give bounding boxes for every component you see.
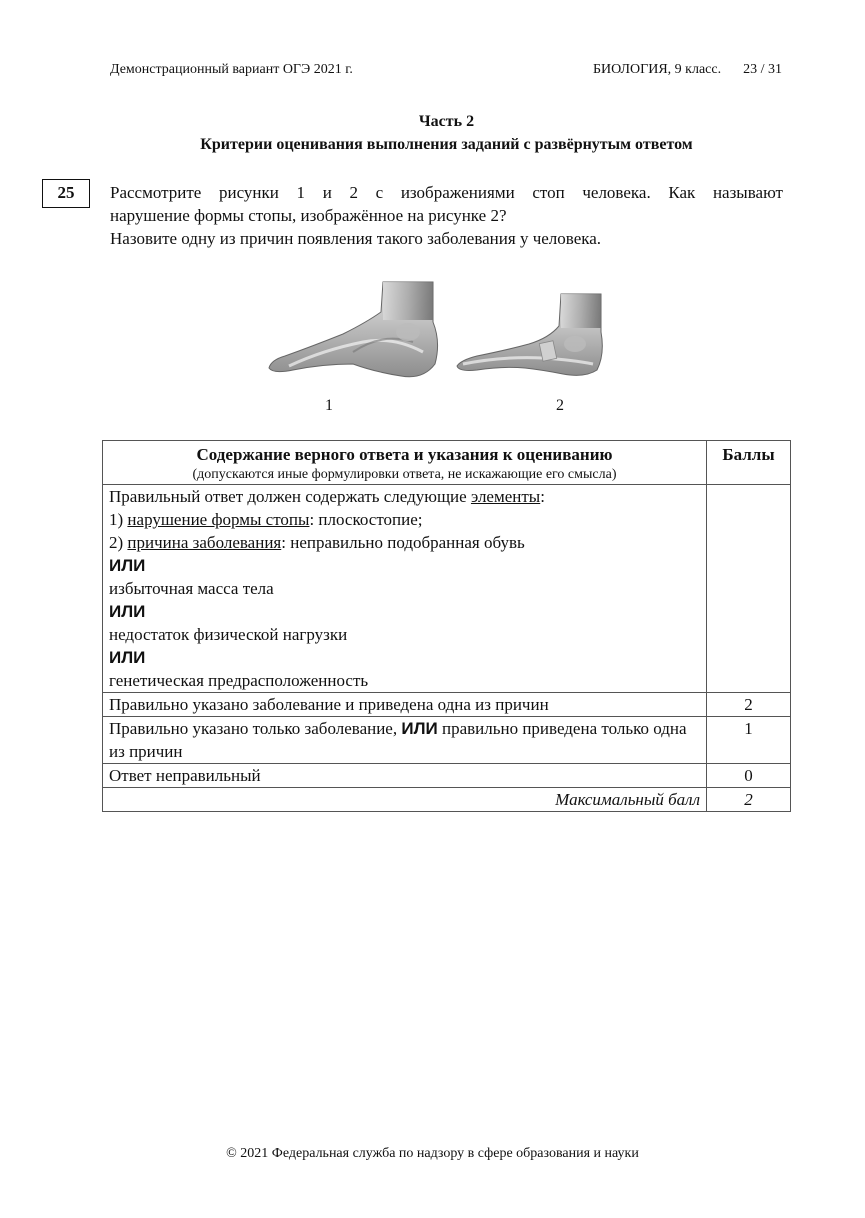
alt-cause-3: генетическая предрасположенность: [109, 671, 369, 690]
answer-intro-underlined: элементы: [470, 487, 541, 506]
header-subject: БИОЛОГИЯ, 9 класс.: [592, 62, 722, 77]
figure-label-1: 1: [325, 397, 333, 414]
task-line-1: Рассмотрите рисунки 1 и 2 с изображениями стоп человека. Как называют: [110, 183, 783, 202]
alt-cause-1: избыточная масса тела: [109, 579, 274, 598]
header-right: [593, 62, 782, 78]
or-separator: ИЛИ: [109, 648, 146, 667]
item1-rest: : плоскостопие;: [309, 510, 423, 529]
max-score-value: 2: [707, 788, 791, 812]
table-row-score-1: [103, 717, 791, 764]
score-1-text-c: правильно приведена только одна из причин: [109, 719, 687, 761]
header-content-label: Содержание верного ответа и указания к оцениванию: [196, 445, 613, 464]
item2-number: 2): [109, 533, 128, 552]
alt-cause-2: недостаток физической нагрузки: [109, 625, 348, 644]
foot-flat-image: [457, 294, 602, 375]
score-0-points: 0: [707, 764, 791, 788]
answer-points-cell: [707, 485, 791, 693]
figure-label-2: 2: [556, 397, 564, 414]
answer-intro: [109, 485, 700, 508]
item1-underlined: нарушение формы стопы: [127, 510, 310, 529]
table-row-score-2: [103, 693, 791, 717]
score-1-points: 1: [707, 717, 791, 764]
task-line-2: нарушение формы стопы, изображённое на рисунке 2?: [110, 206, 507, 225]
header-title: Демонстрационный вариант ОГЭ 2021 г.: [110, 62, 353, 77]
part-title: Часть 2: [418, 113, 475, 130]
table-header-row: [103, 441, 791, 485]
criteria-table: [102, 440, 791, 812]
answer-item-1: [109, 508, 700, 531]
task-text: [110, 181, 783, 250]
max-score-label: Максимальный балл: [103, 788, 707, 812]
criteria-title: Критерии оценивания выполнения заданий с развёрнутым ответом: [200, 136, 693, 153]
item2-underlined: причина заболевания: [127, 533, 282, 552]
header-page-number: 23 / 31: [743, 62, 782, 77]
item2-rest: : неправильно подобранная обувь: [281, 533, 525, 552]
table-header-content: [103, 441, 707, 485]
table-row-max: [103, 788, 791, 812]
answer-intro-end: :: [540, 487, 545, 506]
task-line-3: Назовите одну из причин появления такого заболевания у человека.: [110, 229, 602, 248]
answer-item-2: [109, 531, 700, 554]
foot-figures: [263, 272, 623, 392]
answer-cell: [103, 485, 707, 693]
table-row-answer: [103, 485, 791, 693]
score-1-or: ИЛИ: [401, 719, 438, 738]
score-2-points: 2: [707, 693, 791, 717]
score-1-text-a: Правильно указано только заболевание,: [109, 719, 402, 738]
score-1-text: [103, 717, 707, 764]
table-row-score-0: [103, 764, 791, 788]
task-number-box: 25: [42, 179, 90, 208]
foot-normal-image: [269, 282, 438, 377]
or-separator: ИЛИ: [109, 602, 146, 621]
score-0-text: Ответ неправильный: [103, 764, 707, 788]
page-header: [110, 62, 782, 82]
or-separator: ИЛИ: [109, 556, 146, 575]
item1-number: 1): [109, 510, 128, 529]
table-header-points: Баллы: [707, 441, 791, 485]
answer-intro-text: Правильный ответ должен содержать следующие: [109, 487, 471, 506]
page-footer: © 2021 Федеральная служба по надзору в сфере образования и науки: [226, 1146, 639, 1161]
score-2-text: Правильно указано заболевание и приведена одна из причин: [103, 693, 707, 717]
header-content-note: (допускаются иные формулировки ответа, не искажающие его смысла): [192, 467, 617, 482]
